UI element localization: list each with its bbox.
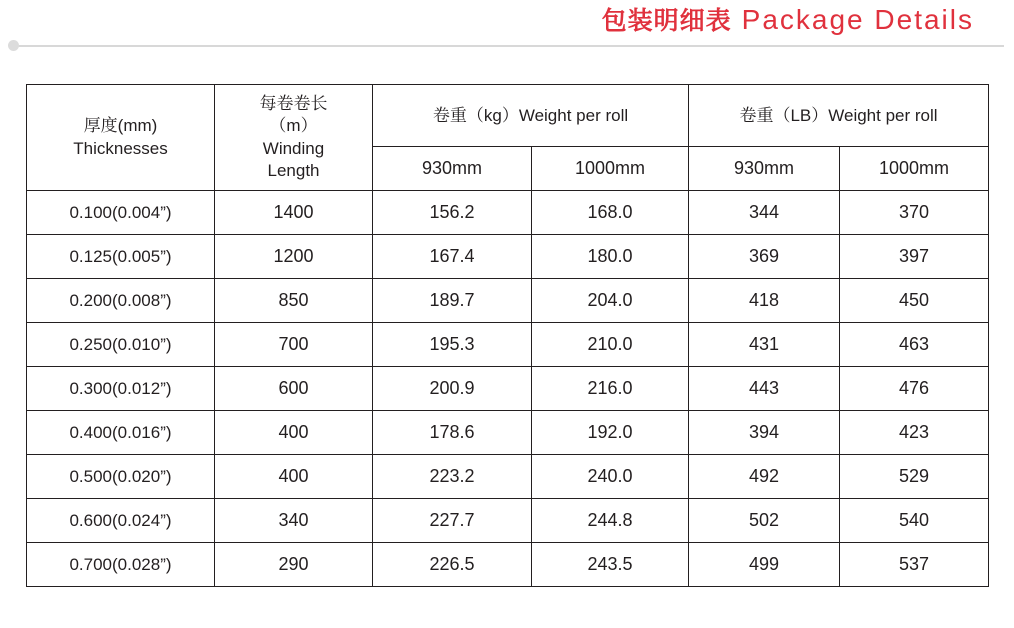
header-winding-cn-2: （m） — [269, 116, 318, 136]
cell-lb1000: 476 — [840, 367, 989, 411]
header-kg-1000mm: 1000mm — [532, 147, 689, 191]
cell-lb930: 499 — [689, 543, 840, 587]
table-row — [27, 323, 989, 367]
cell-lb930: 369 — [689, 235, 840, 279]
cell-kg1000: 216.0 — [532, 367, 689, 411]
cell-thickness: 0.200(0.008”) — [27, 279, 215, 323]
cell-kg1000: 180.0 — [532, 235, 689, 279]
package-details-table-wrap — [26, 84, 988, 587]
cell-winding: 400 — [215, 455, 373, 499]
header-kg-930mm: 930mm — [373, 147, 532, 191]
cell-winding: 1400 — [215, 191, 373, 235]
cell-kg930: 226.5 — [373, 543, 532, 587]
cell-winding: 400 — [215, 411, 373, 455]
cell-thickness: 0.100(0.004”) — [27, 191, 215, 235]
table-row — [27, 499, 989, 543]
cell-lb1000: 423 — [840, 411, 989, 455]
cell-winding: 700 — [215, 323, 373, 367]
cell-lb930: 418 — [689, 279, 840, 323]
table-row — [27, 455, 989, 499]
page-title-chinese: 包装明细表 — [601, 7, 732, 35]
header-lb-930mm: 930mm — [689, 147, 840, 191]
header-weight-kg: 卷重（kg）Weight per roll — [373, 85, 689, 147]
cell-lb1000: 529 — [840, 455, 989, 499]
table-row — [27, 235, 989, 279]
cell-thickness: 0.300(0.012”) — [27, 367, 215, 411]
cell-thickness: 0.400(0.016”) — [27, 411, 215, 455]
cell-lb930: 492 — [689, 455, 840, 499]
header-lb-1000mm: 1000mm — [840, 147, 989, 191]
header-winding-cn-1: 每卷卷长 — [259, 94, 328, 114]
cell-lb930: 431 — [689, 323, 840, 367]
header-winding-en-2: Length — [267, 160, 320, 180]
cell-kg1000: 204.0 — [532, 279, 689, 323]
cell-lb1000: 450 — [840, 279, 989, 323]
cell-lb1000: 537 — [840, 543, 989, 587]
cell-thickness: 0.125(0.005”) — [27, 235, 215, 279]
header-weight-lb: 卷重（LB）Weight per roll — [689, 85, 989, 147]
cell-winding: 850 — [215, 279, 373, 323]
cell-kg1000: 210.0 — [532, 323, 689, 367]
table-row — [27, 543, 989, 587]
cell-kg930: 223.2 — [373, 455, 532, 499]
cell-kg930: 167.4 — [373, 235, 532, 279]
cell-kg930: 189.7 — [373, 279, 532, 323]
cell-lb1000: 463 — [840, 323, 989, 367]
cell-kg930: 227.7 — [373, 499, 532, 543]
cell-winding: 290 — [215, 543, 373, 587]
cell-lb1000: 370 — [840, 191, 989, 235]
cell-thickness: 0.700(0.028”) — [27, 543, 215, 587]
cell-kg1000: 168.0 — [532, 191, 689, 235]
cell-lb1000: 397 — [840, 235, 989, 279]
cell-kg930: 200.9 — [373, 367, 532, 411]
cell-kg1000: 192.0 — [532, 411, 689, 455]
table-row — [27, 411, 989, 455]
table-row — [27, 367, 989, 411]
cell-kg930: 178.6 — [373, 411, 532, 455]
page-header — [0, 0, 1014, 58]
cell-lb930: 502 — [689, 499, 840, 543]
table-row — [27, 279, 989, 323]
cell-winding: 340 — [215, 499, 373, 543]
page-title — [602, 0, 974, 34]
header-winding-length — [215, 85, 373, 191]
table-row — [27, 191, 989, 235]
cell-thickness: 0.500(0.020”) — [27, 455, 215, 499]
cell-kg1000: 240.0 — [532, 455, 689, 499]
package-details-table — [26, 84, 989, 587]
header-divider — [10, 45, 1004, 47]
header-thickness-cn: 厚度(mm) — [83, 116, 158, 136]
cell-winding: 1200 — [215, 235, 373, 279]
table-body — [27, 191, 989, 587]
cell-thickness: 0.600(0.024”) — [27, 499, 215, 543]
cell-lb930: 344 — [689, 191, 840, 235]
cell-winding: 600 — [215, 367, 373, 411]
header-thickness — [27, 85, 215, 191]
divider-dot — [8, 40, 19, 51]
cell-lb1000: 540 — [840, 499, 989, 543]
header-winding-en-1: Winding — [262, 138, 325, 158]
page-title-english: Package Details — [741, 4, 974, 35]
header-thickness-en: Thicknesses — [73, 138, 168, 158]
cell-kg1000: 243.5 — [532, 543, 689, 587]
cell-kg930: 156.2 — [373, 191, 532, 235]
table-header-row-1 — [27, 85, 989, 147]
cell-kg1000: 244.8 — [532, 499, 689, 543]
cell-lb930: 394 — [689, 411, 840, 455]
cell-thickness: 0.250(0.010”) — [27, 323, 215, 367]
table-header — [27, 85, 989, 191]
cell-kg930: 195.3 — [373, 323, 532, 367]
cell-lb930: 443 — [689, 367, 840, 411]
